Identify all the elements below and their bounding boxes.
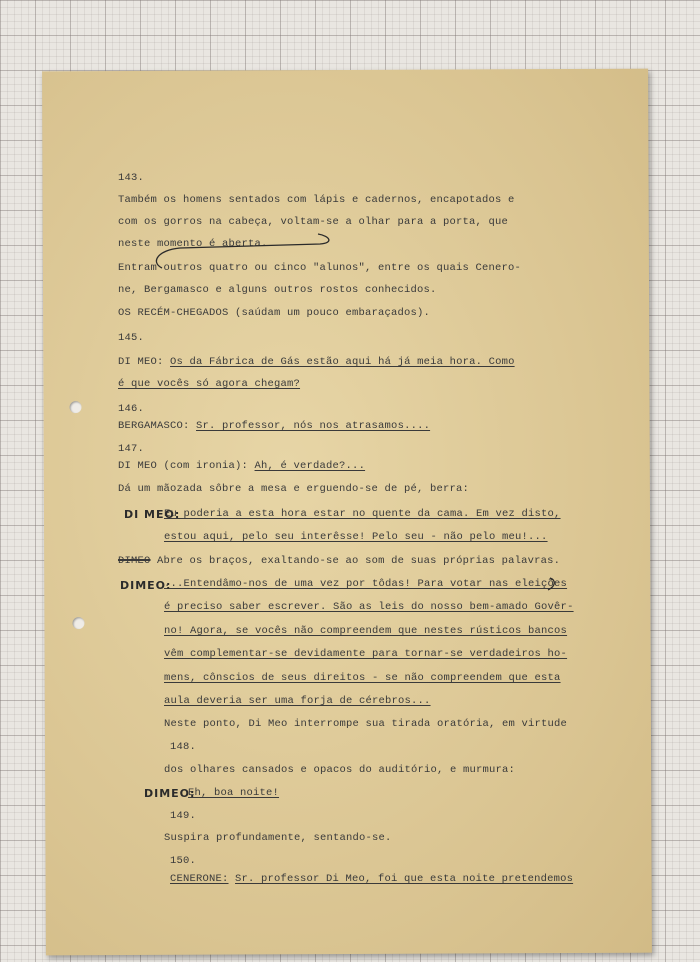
dialogue-text: estou aqui, pelo seu interêsse! Pelo seu - não pelo meu!... <box>164 531 548 543</box>
speaker-name: CENERONE: <box>170 873 229 885</box>
text-line: Suspira profundamente, sentando-se. <box>164 832 392 844</box>
speaker-name: DI MEO: <box>118 356 164 368</box>
pen-comma-mark <box>548 578 554 590</box>
handwritten-speaker: DI MEO: <box>124 508 181 521</box>
dialogue-text: Sr. professor Di Meo, foi que esta noite pretendemos <box>235 873 574 885</box>
handwritten-speaker: DIMEO: <box>120 579 172 592</box>
handwritten-speaker: DIMEO: <box>144 787 196 800</box>
dialogue-text: Eu poderia a esta hora estar no quente da cama. Em vez disto, <box>164 508 561 520</box>
text-line: com os gorros na cabeça, voltam-se a olhar para a porta, que <box>118 216 509 228</box>
dialogue-text: é que vocês só agora chegam? <box>118 378 301 390</box>
text-line: neste momento é aberta. <box>118 238 268 250</box>
text-line: ne, Bergamasco e alguns outros rostos conhecidos. <box>118 284 437 296</box>
dialogue-text: Sr. professor, nós nos atrasamos.... <box>196 420 431 432</box>
struck-speaker: DIMEO <box>118 555 151 567</box>
dialogue-text: Os da Fábrica de Gás estão aqui há já meia hora. Como <box>170 356 515 368</box>
dialogue-text: Eh, boa noite! <box>188 787 280 799</box>
scene-number: 147. <box>118 443 145 455</box>
dialogue-text: no! Agora, se vocês não compreendem que nestes rústicos bancos <box>164 625 568 637</box>
text-line: dos olhares cansados e opacos do auditório, e murmura: <box>164 764 516 776</box>
dialogue-text: aula deveria ser uma forja de cérebros... <box>164 695 431 707</box>
speaker-name: DI MEO (com ironia): <box>118 460 249 472</box>
text-line: Entram outros quatro ou cinco "alunos", entre os quais Cenero- <box>118 262 522 274</box>
text-line: Também os homens sentados com lápis e cadernos, encapotados e <box>118 194 515 206</box>
scene-number: 146. <box>118 403 145 415</box>
stage-direction: Abre os braços, exaltando-se ao som de suas próprias palavras. <box>157 555 561 567</box>
dialogue-text: mens, cônscios de seus direitos - se não compreendem que esta <box>164 672 561 684</box>
dialogue-text: ...Entendâmo-nos de uma vez por tôdas! Para votar nas eleições <box>164 578 568 590</box>
text-line: OS RECÉM-CHEGADOS (saúdam um pouco embaraçados). <box>118 307 431 319</box>
dialogue-text: é preciso saber escrever. São as leis do nosso bem-amado Govêr- <box>164 601 574 613</box>
text-line: Neste ponto, Di Meo interrompe sua tirada oratória, em virtude <box>164 718 568 730</box>
scene-number: 149. <box>170 810 197 822</box>
dialogue-text: vêm complementar-se devidamente para tornar-se verdadeiros ho- <box>164 648 568 660</box>
dialogue-text: Ah, é verdade?... <box>254 460 366 472</box>
scene-number: 150. <box>170 855 197 867</box>
scene-number: 143. <box>118 172 145 184</box>
pen-bracket-mark <box>156 234 328 268</box>
text-line: Dá um mãozada sôbre a mesa e erguendo-se de pé, berra: <box>118 483 470 495</box>
scene-number: 145. <box>118 332 145 344</box>
speaker-name: BERGAMASCO: <box>118 420 190 432</box>
scene-number: 148. <box>170 741 197 753</box>
